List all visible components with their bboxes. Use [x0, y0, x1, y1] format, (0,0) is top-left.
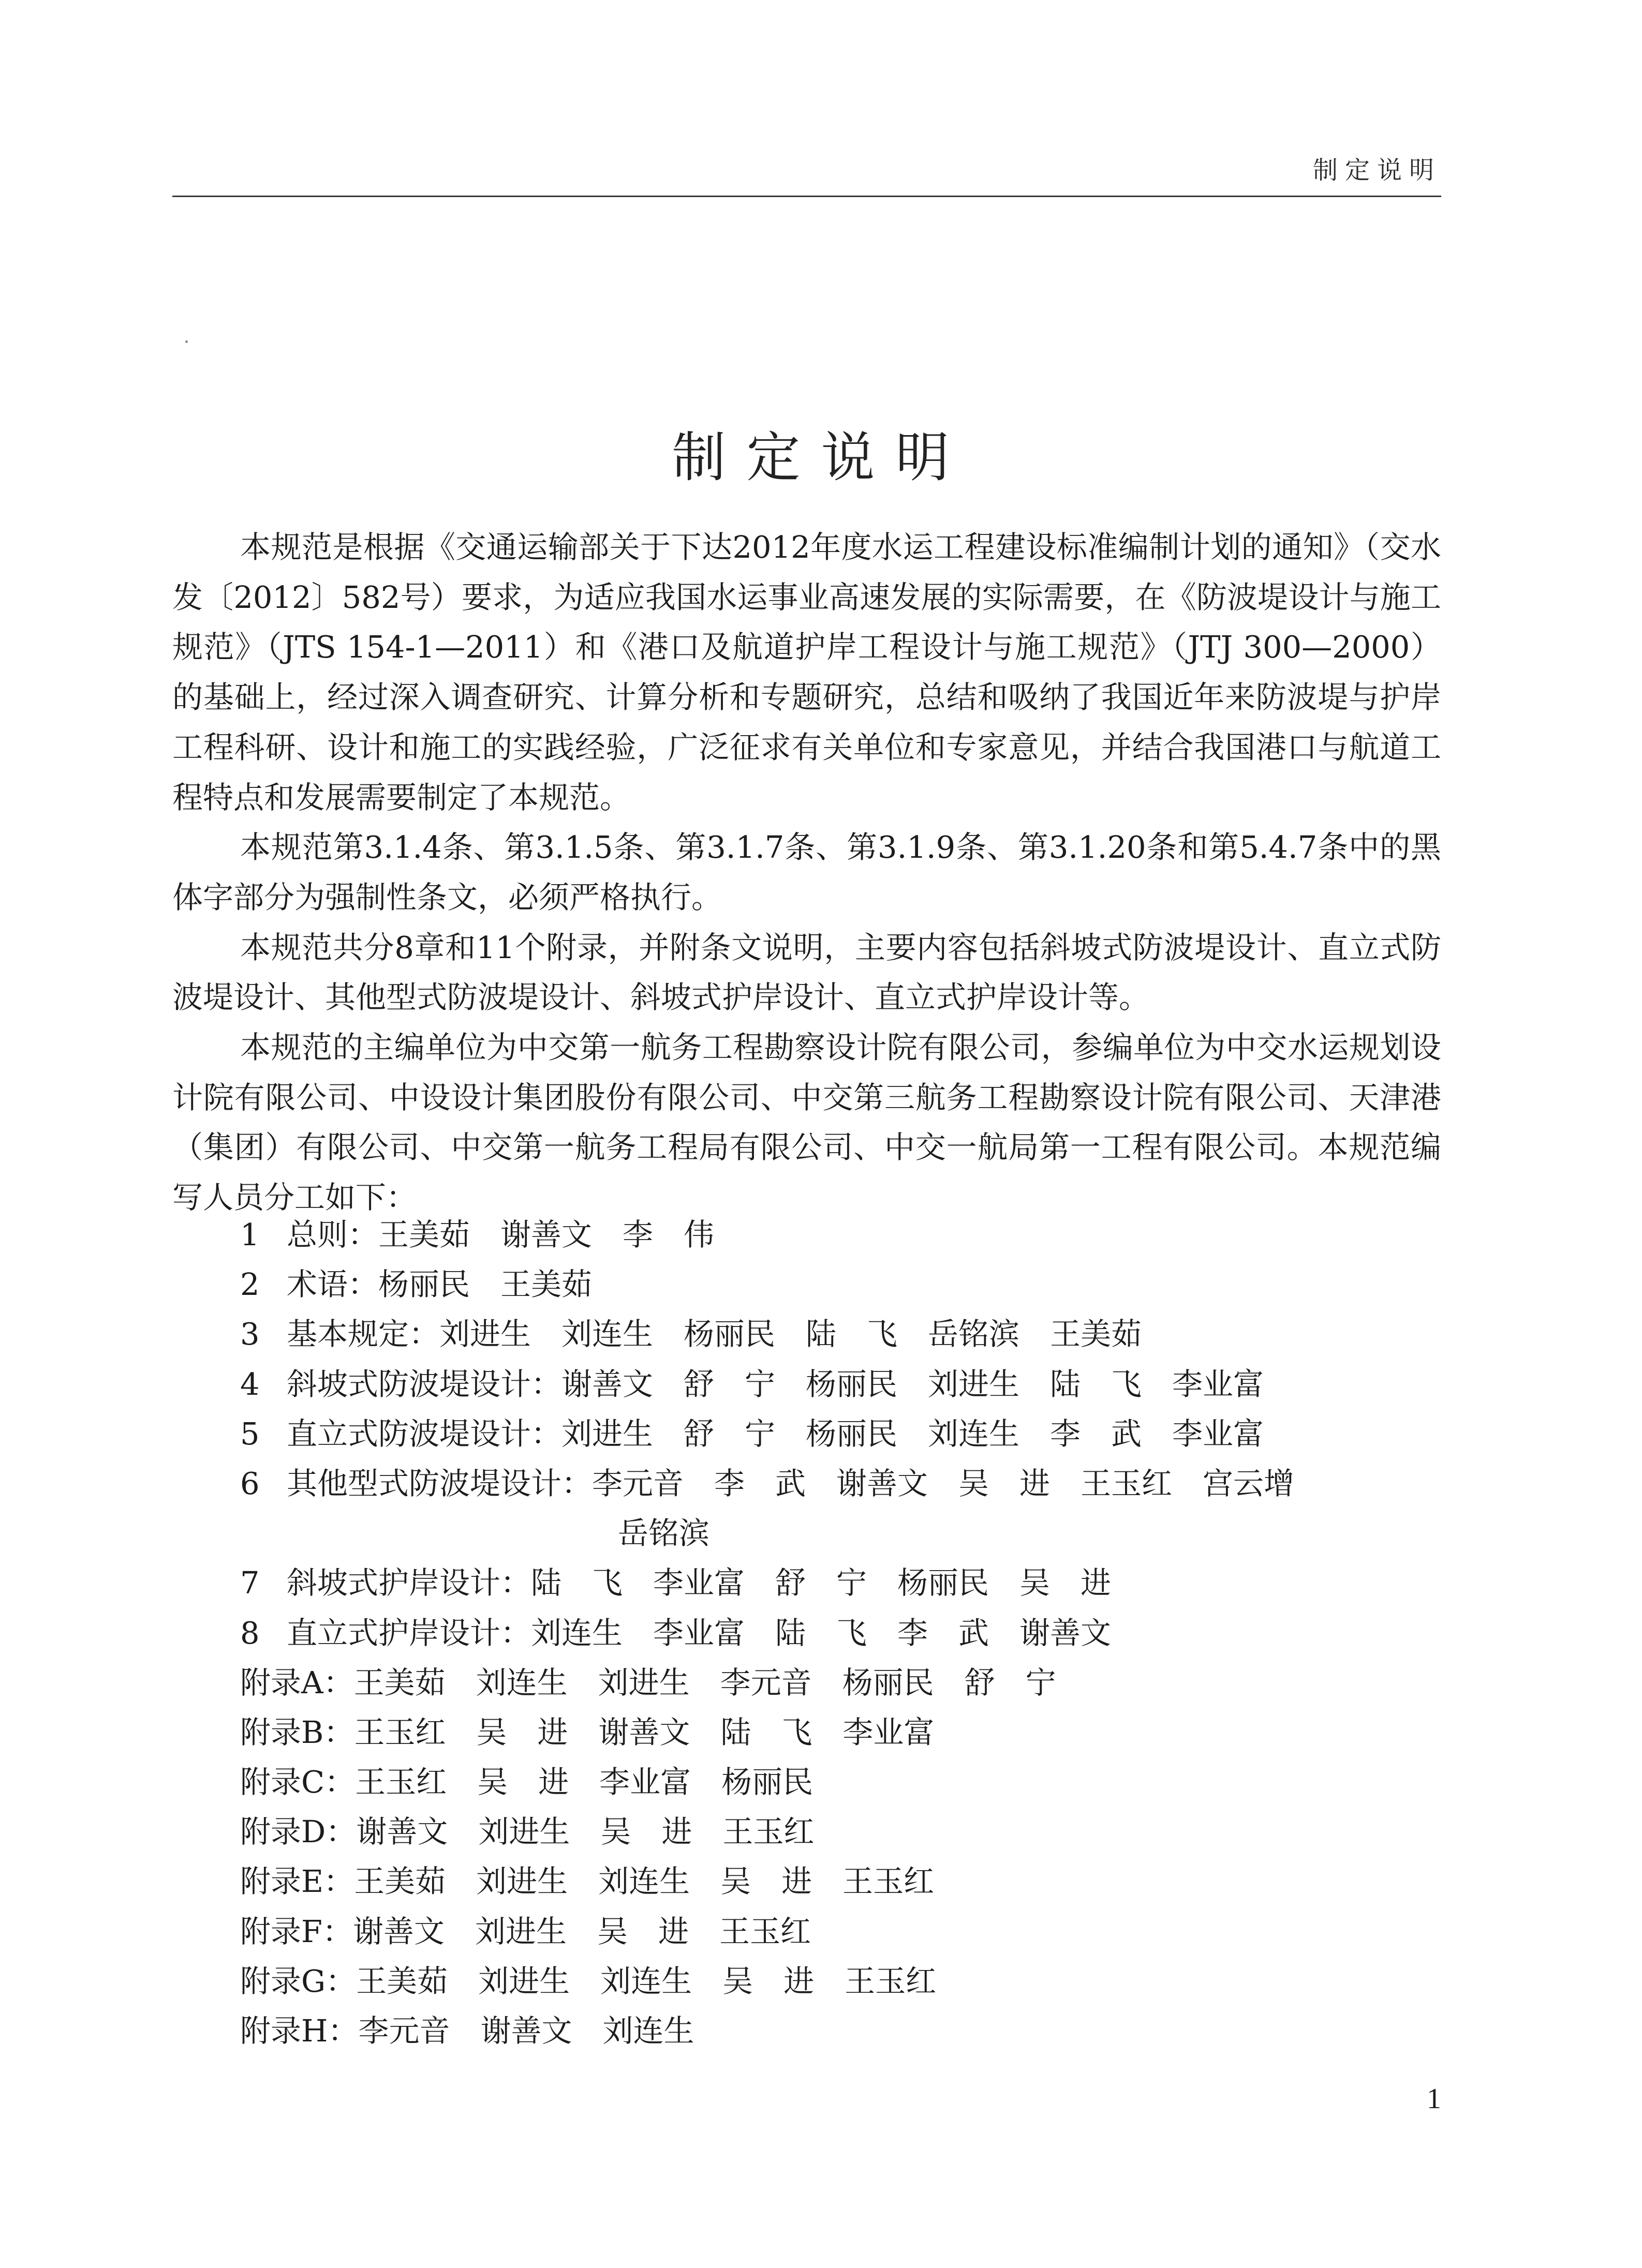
staff-num: 1	[240, 1217, 260, 1252]
staff-label: 附录C	[240, 1764, 325, 1800]
staff-label: 斜坡式防波堤设计	[287, 1366, 531, 1402]
page-number: 1	[1427, 2083, 1441, 2115]
staff-row-6: 6 其他型式防波堤设计：李元音 李 武 谢善文 吴 进 王玉红 宫云增	[240, 1459, 1294, 1509]
staff-names: 王玉红 吴 进 李业富 杨丽民	[355, 1764, 813, 1800]
staff-label: 其他型式防波堤设计	[287, 1465, 562, 1501]
staff-label: 基本规定	[287, 1316, 409, 1352]
staff-names: 王美茹 刘连生 刘进生 李元音 杨丽民 舒 宁	[353, 1664, 1056, 1700]
staff-names: 谢善文 舒 宁 杨丽民 刘进生 陆 飞 李业富	[561, 1366, 1264, 1402]
staff-row-appendix-g: 附录G：王美茹 刘进生 刘连生 吴 进 王玉红	[240, 1963, 937, 1999]
running-header-title: 制定说明	[1312, 156, 1441, 185]
staff-label: 直立式护岸设计	[287, 1615, 501, 1651]
staff-row-appendix-h: 附录H：李元音 谢善文 刘连生	[240, 2013, 694, 2049]
staff-row-6-continued	[240, 1509, 1294, 1558]
staff-label: 附录G	[240, 1963, 326, 1999]
staff-label: 直立式防波堤设计	[287, 1415, 531, 1452]
staff-label: 附录B	[240, 1714, 324, 1750]
staff-num: 5	[240, 1415, 260, 1452]
staff-row-8: 8 直立式护岸设计：刘连生 李业富 陆 飞 李 武 谢善文	[240, 1608, 1294, 1658]
paragraph-editors: 本规范的主编单位为中交第一航务工程勘察设计院有限公司，参编单位为中交水运规划设计院有限公司、中设设计集团股份有限公司、中交第三航务工程勘察设计院有限公司、天津港（集团）有限公司、中交第一航务工程局有限公司、中交一航局第一工程有限公司。本规范编写人员分工如下：	[172, 1029, 1441, 1216]
staff-names: 王美茹 刘进生 刘连生 吴 进 王玉红	[356, 1963, 937, 1999]
staff-label: 斜坡式护岸设计	[287, 1565, 501, 1601]
staff-num: 7	[240, 1565, 260, 1601]
staff-names: 陆 飞 李业富 舒 宁 杨丽民 吴 进	[531, 1565, 1112, 1601]
staff-row-2: 2 术语：杨丽民 王美茹	[240, 1260, 1294, 1309]
staff-row-appendix-b: 附录B：王玉红 吴 进 谢善文 陆 飞 李业富	[240, 1714, 935, 1750]
staff-label: 术语	[287, 1266, 348, 1303]
staff-row-appendix-a: 附录A：王美茹 刘连生 刘进生 李元音 杨丽民 舒 宁	[240, 1664, 1056, 1700]
staff-names: 谢善文 刘进生 吴 进 王玉红	[356, 1814, 815, 1850]
paragraph-basis: 本规范是根据《交通运输部关于下达2012年度水运工程建设标准编制计划的通知》（交水发〔2012〕582号）要求，为适应我国水运事业高速发展的实际需要，在《防波堤设计与施工规范》（JTS 154-1—2011）和《港口及航道护岸工程设计与施工规范》（JTJ 300—2000）的基础上，经过深入调查研究、计算分析和专题研究，总结和吸纳了我国近年来防波堤与护岸工程科研、设计和施工的实践经验，广泛征求有关单位和专家意见，并结合我国港口与航道工程特点和发展需要制定了本规范。	[172, 529, 1441, 815]
staff-num: 2	[240, 1266, 260, 1303]
scan-dot	[185, 340, 188, 343]
staff-names: 李元音 李 武 谢善文 吴 进 王玉红 宫云增	[592, 1465, 1295, 1501]
staff-num: 3	[240, 1316, 260, 1352]
staff-label: 附录D	[240, 1814, 326, 1850]
staff-row-appendix-d: 附录D：谢善文 刘进生 吴 进 王玉红	[240, 1814, 815, 1850]
staff-names: 杨丽民 王美茹	[378, 1266, 593, 1303]
staff-label: 附录E	[240, 1863, 324, 1900]
staff-names: 岳铭滨	[618, 1515, 710, 1551]
staff-names: 王玉红 吴 进 谢善文 陆 飞 李业富	[354, 1714, 935, 1750]
staff-names: 王美茹 刘进生 刘连生 吴 进 王玉红	[354, 1863, 935, 1900]
staff-num: 4	[240, 1366, 260, 1402]
staff-list	[240, 1210, 1294, 2056]
staff-row-7: 7 斜坡式护岸设计：陆 飞 李业富 舒 宁 杨丽民 吴 进	[240, 1558, 1294, 1608]
header-rule	[172, 196, 1441, 197]
staff-names: 刘连生 李业富 陆 飞 李 武 谢善文	[531, 1615, 1112, 1651]
staff-row-3: 3 基本规定：刘进生 刘连生 杨丽民 陆 飞 岳铭滨 王美茹	[240, 1309, 1294, 1359]
staff-names: 刘进生 舒 宁 杨丽民 刘连生 李 武 李业富	[561, 1415, 1264, 1452]
staff-row-appendix-e: 附录E：王美茹 刘进生 刘连生 吴 进 王玉红	[240, 1863, 935, 1900]
staff-row-1: 1 总则：王美茹 谢善文 李 伟	[240, 1210, 1294, 1260]
staff-names: 谢善文 刘进生 吴 进 王玉红	[352, 1913, 811, 1949]
paragraph-scope: 本规范共分8章和11个附录，并附条文说明，主要内容包括斜坡式防波堤设计、直立式防波堤设计、其他型式防波堤设计、斜坡式护岸设计、直立式护岸设计等。	[172, 929, 1441, 1016]
staff-label: 附录F	[240, 1913, 322, 1949]
staff-names: 王美茹 谢善文 李 伟	[378, 1217, 715, 1252]
staff-row-appendix-c: 附录C：王玉红 吴 进 李业富 杨丽民	[240, 1764, 813, 1800]
staff-names: 刘进生 刘连生 杨丽民 陆 飞 岳铭滨 王美茹	[439, 1316, 1142, 1352]
staff-num: 6	[240, 1465, 260, 1501]
staff-label: 附录H	[240, 2013, 328, 2049]
paragraph-mandatory: 本规范第3.1.4条、第3.1.5条、第3.1.7条、第3.1.9条、第3.1.20条和第5.4.7条中的黑体字部分为强制性条文，必须严格执行。	[172, 829, 1441, 915]
staff-row-appendix-f: 附录F：谢善文 刘进生 吴 进 王玉红	[240, 1913, 811, 1949]
staff-row-4: 4 斜坡式防波堤设计：谢善文 舒 宁 杨丽民 刘进生 陆 飞 李业富	[240, 1360, 1294, 1409]
body-text	[172, 523, 1441, 1223]
page-title: 制定说明	[672, 426, 970, 489]
staff-num: 8	[240, 1615, 260, 1651]
staff-label: 总则	[287, 1217, 348, 1252]
staff-names: 李元音 谢善文 刘连生	[358, 2013, 694, 2049]
staff-row-5: 5 直立式防波堤设计：刘进生 舒 宁 杨丽民 刘连生 李 武 李业富	[240, 1409, 1294, 1459]
staff-label: 附录A	[240, 1664, 323, 1700]
